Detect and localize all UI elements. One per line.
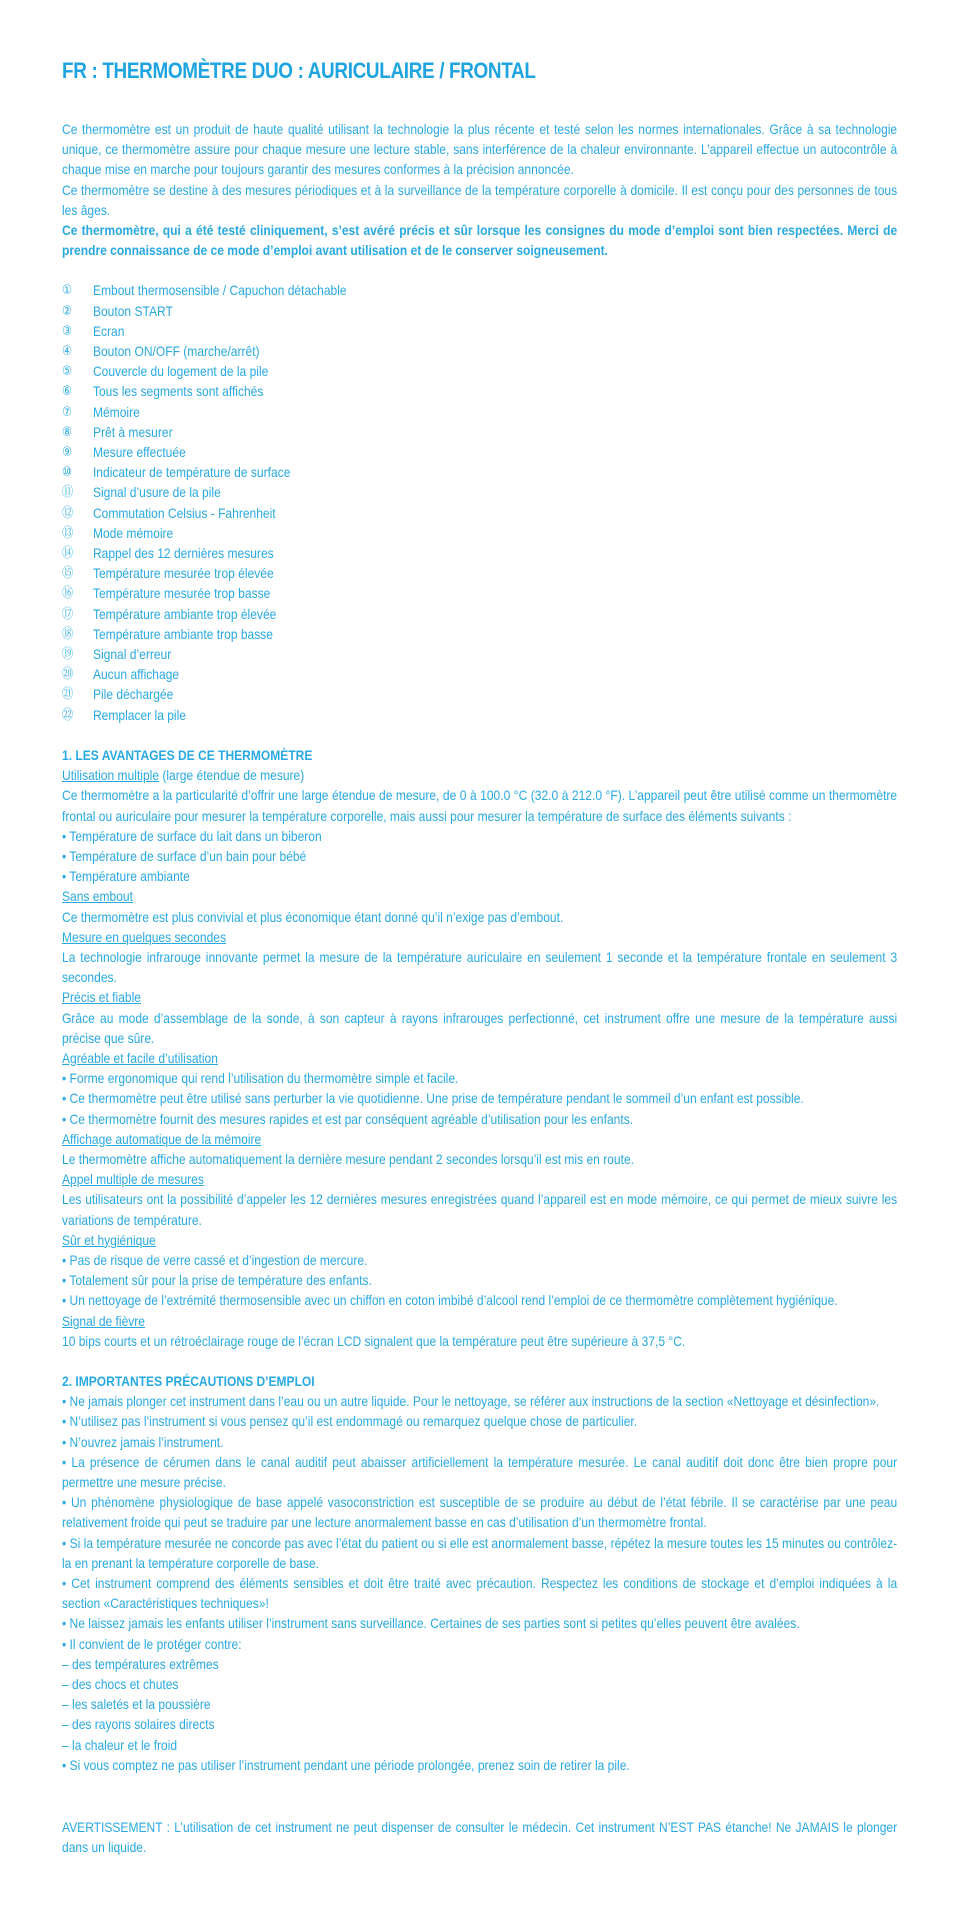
paragraph: Grâce au mode d’assemblage de la sonde, à son capteur à rayons infrarouges perfectionné, cet instrument offre une mesure de la température aussi précise que sûre. [62,1009,898,1046]
bullet-item: • Cet instrument comprend des éléments sensibles et doit être traité avec précaution. Respectez les conditions de stockage et d’emploi indiquées à la section «Caractéristiques techniques»! [62,1575,898,1612]
list-item [62,644,897,664]
list-item [62,684,897,704]
dash-item: – les saletés et la poussière [62,1696,211,1713]
dash-item: – des chocs et chutes [62,1676,179,1693]
intro [62,119,897,260]
item-label: Rappel des 12 dernières mesures [92,545,274,562]
list-item [62,402,897,422]
section-precautions [62,1371,897,1775]
list-item [62,361,897,381]
item-label: Couvercle du logement de la pile [92,363,269,380]
subsection-title-suffix: (large étendue de mesure) [159,767,305,784]
item-label: Bouton START [92,302,173,319]
bullet-item: • La présence de cérumen dans le canal auditif peut abaisser artificiellement la température mesurée. Le canal auditif doit donc être bien propre pour permettre une mesure précise. [62,1453,898,1490]
paragraph: La technologie infrarouge innovante permet la mesure de la température auriculaire en seulement 1 seconde et la température frontale en seulement 3 secondes. [62,948,898,986]
item-label: Température mesurée trop basse [92,585,271,602]
bullet-item: • Ne jamais plonger cet instrument dans l’eau ou un autre liquide. Pour le nettoyage, se référer aux instructions de la section «Nettoyage et désinfection». [62,1393,880,1410]
item-number: ㉑ [62,686,74,702]
item-number: ⑥ [62,383,73,399]
page-title: FR : THERMOMÈTRE DUO : AURICULAIRE / FRONTAL [62,58,536,83]
item-number: ⑭ [62,545,74,561]
item-label: Tous les segments sont affichés [92,383,264,400]
list-item [62,503,897,523]
list-item [62,563,897,583]
bullet-item: • Température de surface du lait dans un biberon [62,827,322,844]
section-heading: 1. LES AVANTAGES DE CE THERMOMÈTRE [62,746,313,763]
item-number: ⑨ [62,444,73,460]
bullet-item: • Température ambiante [62,868,190,885]
subsection-title: Sans embout [62,888,133,905]
item-label: Bouton ON/OFF (marche/arrêt) [92,343,260,360]
bullet-item: • N’utilisez pas l’instrument si vous pensez qu’il est endommagé ou remarquez quelque chose de particulier. [62,1413,638,1430]
item-number: ⑧ [62,423,73,439]
bullet-item: • Ce thermomètre fournit des mesures rapides et est par conséquent agréable d’utilisation pour les enfants. [62,1110,634,1127]
paragraph: 10 bips courts et un rétroéclairage rouge de l’écran LCD signalent que la température peut être supérieure à 37,5 °C. [62,1332,686,1349]
subsection-multi-title [62,765,897,785]
bullet-item: • Pas de risque de verre cassé et d’ingestion de mercure. [62,1251,368,1268]
bullet-item: • Un nettoyage de l’extrémité thermosensible avec un chiffon en coton imbibé d’alcool rend l’emploi de ce thermomètre complètement hygiénique. [62,1292,838,1309]
item-label: Mémoire [92,403,140,420]
subsection-title: Sûr et hygiénique [62,1231,156,1248]
subsection-title: Appel multiple de mesures [62,1171,204,1188]
warning-text: AVERTISSEMENT : L’utilisation de cet instrument ne peut dispenser de consulter le médecin. Cet instrument N’EST PAS étanche! Ne JAMAIS le plonger dans un liquide. [62,1819,898,1856]
list-item [62,482,897,502]
list-item [62,280,897,300]
section-advantages [62,745,897,1351]
list-item [62,442,897,462]
list-item [62,523,897,543]
list-item [62,624,897,644]
list-item [62,422,897,442]
item-label: Commutation Celsius - Fahrenheit [92,504,276,521]
item-number: ⑱ [62,625,74,641]
item-number: ⑬ [62,524,74,540]
bullet-item: • N’ouvrez jamais l’instrument. [62,1433,224,1450]
bullet-item: • Il convient de le protéger contre: [62,1635,242,1652]
item-label: Température mesurée trop élevée [92,565,274,582]
bullet-item: • Si la température mesurée ne concorde pas avec l’état du patient ou si elle est anormalement basse, répétez la mesure toutes les 15 minutes ou contrôlez-la en prenant la température corporelle de base. [62,1534,898,1571]
list-item [62,705,897,725]
bullet-item: • Totalement sûr pour la prise de température des enfants. [62,1272,372,1289]
bullet-item: • Ce thermomètre peut être utilisé sans perturber la vie quotidienne. Une prise de température pendant le sommeil d’un enfant est possible. [62,1090,804,1107]
list-item [62,664,897,684]
item-number: ⑯ [62,585,74,601]
item-number: ㉒ [62,706,74,722]
intro-paragraph-2: Ce thermomètre se destine à des mesures périodiques et à la surveillance de la température corporelle à domicile. Il est conçu pour des personnes de tous les âges. [62,181,898,218]
item-number: ⑤ [62,363,73,379]
subsection-title: Mesure en quelques secondes [62,928,226,945]
item-number: ⑫ [62,504,74,520]
item-number: ④ [62,343,73,359]
paragraph: Les utilisateurs ont la possibilité d’appeler les 12 dernières mesures enregistrées quand l’appareil est en mode mémoire, ce qui permet de mieux suivre les variations de température. [62,1191,898,1228]
bullet-item: • Un phénomène physiologique de base appelé vasoconstriction est susceptible de se produire au début de l’état fébrile. Il se caractérise par une peau relativement froide qui peut se traduire par une lecture anormalement basse en cas d’utilisation d’un thermomètre frontal. [62,1494,898,1531]
item-label: Indicateur de température de surface [92,464,291,481]
section-heading: 2. IMPORTANTES PRÉCAUTIONS D’EMPLOI [62,1372,315,1389]
item-label: Mode mémoire [92,524,174,541]
item-label: Mesure effectuée [92,444,186,461]
list-item [62,583,897,603]
list-item [62,462,897,482]
item-label: Signal d’erreur [92,646,172,663]
bullet-item: • Température de surface d’un bain pour bébé [62,847,307,864]
item-label: Embout thermosensible / Capuchon détachable [92,282,347,299]
item-number: ③ [62,322,73,338]
intro-paragraph-3: Ce thermomètre, qui a été testé cliniquement, s’est avéré précis et sûr lorsque les consignes du mode d’emploi sont bien respectées. Merci de prendre connaissance de ce mode d’emploi avant utilisation et de le conserver soigneusement. [62,222,898,259]
list-item [62,321,897,341]
subsection-title: Précis et fiable [62,989,141,1006]
item-label: Température ambiante trop élevée [92,605,277,622]
item-number: ⑩ [62,464,73,480]
dash-item: – la chaleur et le froid [62,1736,178,1753]
item-number: ⑦ [62,403,73,419]
item-label: Température ambiante trop basse [92,625,273,642]
item-label: Pile déchargée [92,686,174,703]
item-number: ⑮ [62,565,74,581]
subsection-title: Utilisation multiple [62,767,160,784]
item-number: ① [62,282,73,298]
item-number: ② [62,302,73,318]
paragraph: Ce thermomètre a la particularité d’offrir une large étendue de mesure, de 0 à 100.0 °C (32.0 à 212.0 °F). L’appareil peut être utilisé comme un thermomètre frontal ou auriculaire pour mesurer la température corporelle, mais aussi pour mesurer la température de surface des éléments suivants : [62,787,898,824]
item-number: ⑳ [62,666,74,682]
item-number: ⑲ [62,646,74,662]
item-label: Prêt à mesurer [92,423,173,440]
list-item [62,604,897,624]
paragraph: Ce thermomètre est plus convivial et plus économique étant donné qu’il n’exige pas d’embout. [62,908,564,925]
parts-list [62,280,897,724]
list-item [62,301,897,321]
item-label: Aucun affichage [92,666,180,683]
paragraph: Le thermomètre affiche automatiquement la dernière mesure pendant 2 secondes lorsqu’il est mis en route. [62,1150,634,1167]
item-label: Ecran [92,322,125,339]
list-item [62,543,897,563]
bullet-item: • Forme ergonomique qui rend l’utilisation du thermomètre simple et facile. [62,1070,459,1087]
item-number: ⑪ [62,484,74,500]
dash-item: – des rayons solaires directs [62,1716,215,1733]
item-number: ⑰ [62,605,74,621]
bullet-item: • Si vous comptez ne pas utiliser l’instrument pendant une période prolongée, prenez soin de retirer la pile. [62,1756,630,1773]
item-label: Remplacer la pile [92,706,186,723]
dash-item: – des températures extrêmes [62,1655,219,1672]
item-label: Signal d’usure de la pile [92,484,221,501]
list-item [62,381,897,401]
intro-paragraph-1: Ce thermomètre est un produit de haute qualité utilisant la technologie la plus récente et testé selon les normes internationales. Grâce à sa technologie unique, ce thermomètre assure pour chaque mesure une lecture stable, sans interférence de la chaleur environnante. L’appareil effectue un autocontrôle à chaque mise en marche pour toujours garantir des mesures conformes à la précision annoncée. [62,121,898,178]
subsection-title: Signal de fièvre [62,1312,146,1329]
list-item [62,341,897,361]
subsection-title: Agréable et facile d’utilisation [62,1049,218,1066]
bullet-item: • Ne laissez jamais les enfants utiliser l’instrument sans surveillance. Certaines de ses parties sont si petites qu’elles peuvent être avalées. [62,1615,800,1632]
subsection-title: Affichage automatique de la mémoire [62,1130,262,1147]
